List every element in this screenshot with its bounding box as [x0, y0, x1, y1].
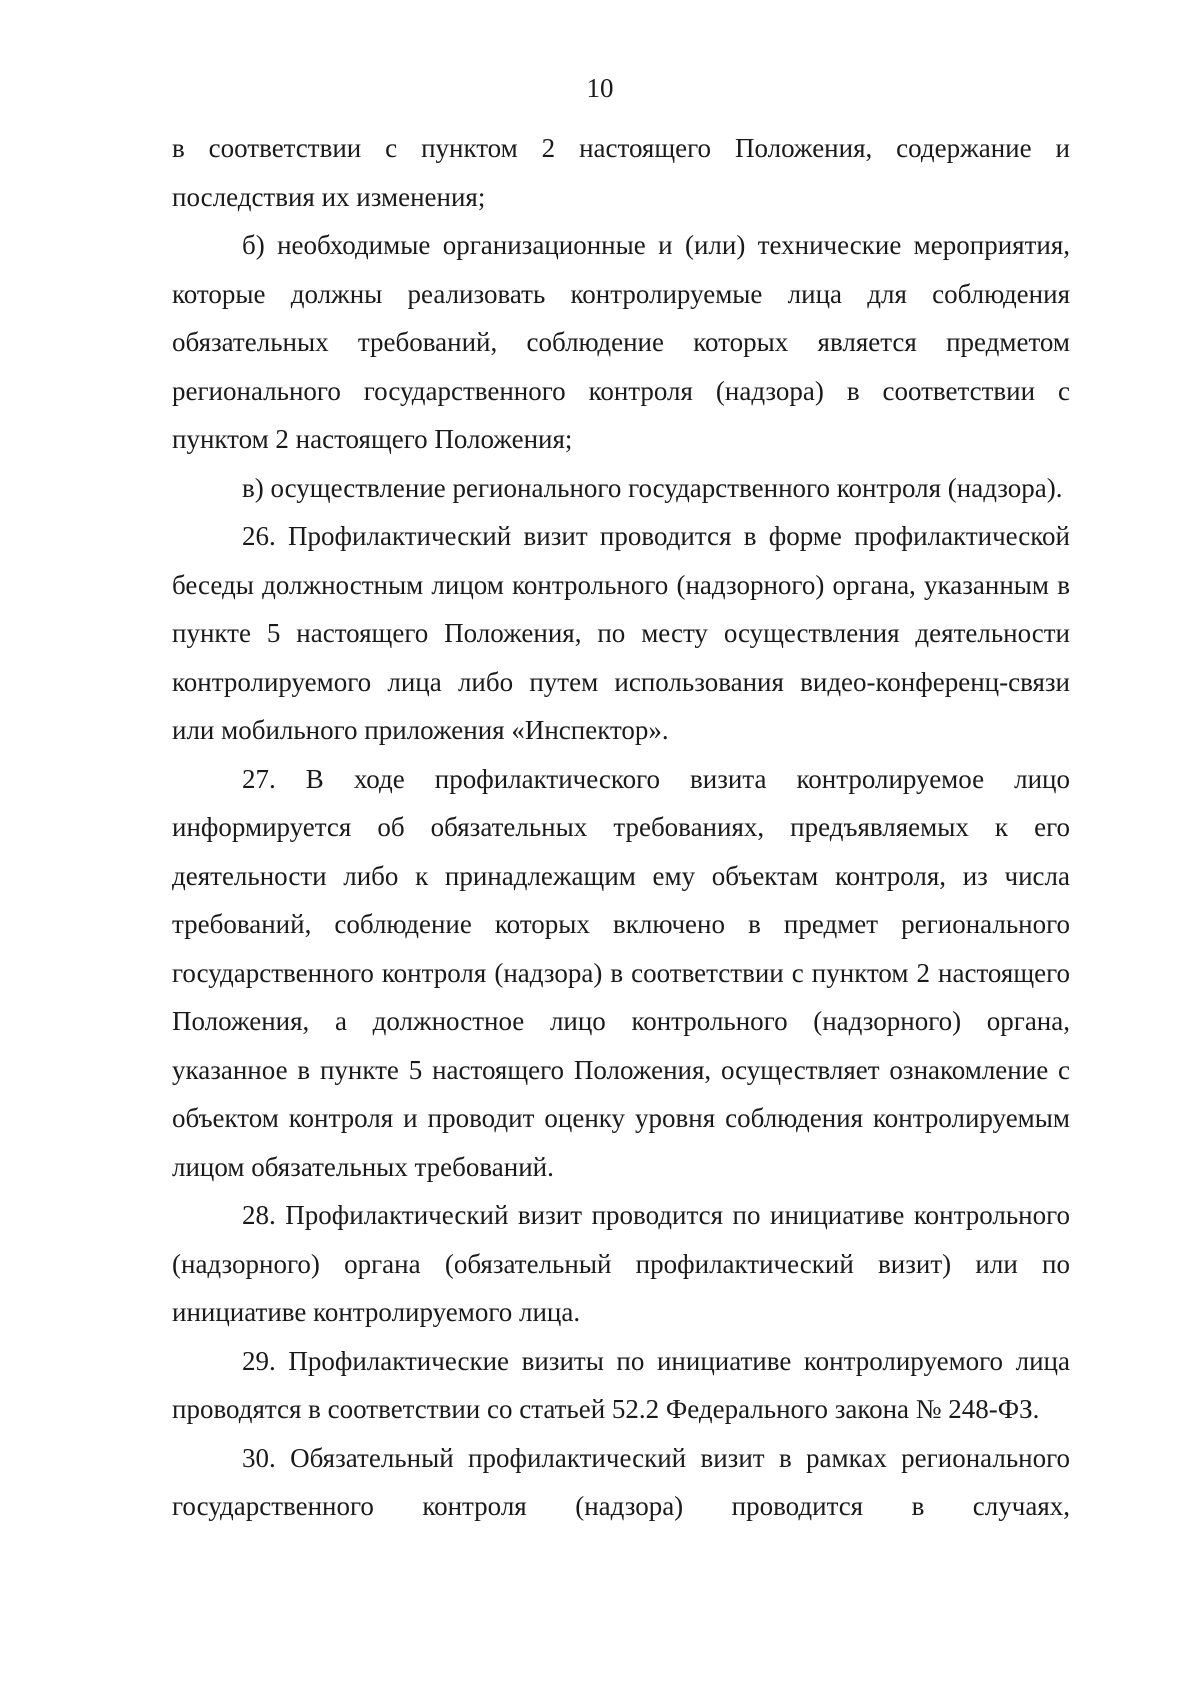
paragraph-28: 28. Профилактический визит проводится по инициативе контрольного (надзорного) органа (обязательный профилактический визит) или по инициативе контролируемого лица.: [172, 1200, 1070, 1327]
paragraph-30: 30. Обязательный профилактический визит в рамках регионального государственного контроля (надзора) проводится в случаях,: [172, 1442, 1070, 1521]
paragraph-29: 29. Профилактические визиты по инициативе контролируемого лица проводятся в соответствии со статьей 52.2 Федерального закона № 248-ФЗ.: [172, 1345, 1070, 1424]
paragraph-item-b: б) необходимые организационные и (или) технические мероприятия, которые должны реализовать контролируемые лица для соблюдения обязательных требований, соблюдение которых является предметом регионального государственного контроля (надзора) в соответствии с пунктом 2 настоящего Положения;: [172, 230, 1070, 454]
page-number: 10: [586, 73, 614, 103]
paragraph-continuation: в соответствии с пунктом 2 настоящего Положения, содержание и последствия их изменения;: [172, 133, 1070, 212]
paragraph-26: 26. Профилактический визит проводится в форме профилактической беседы должностным лицом контрольного (надзорного) органа, указанным в пункте 5 настоящего Положения, по месту осуществления деятельности контролируемого лица либо путем использования видео-конференц-связи или мобильного приложения «Инспектор».: [172, 521, 1070, 745]
paragraph-item-v: в) осуществление регионального государственного контроля (надзора).: [242, 472, 1063, 503]
document-body: [172, 124, 1070, 1531]
paragraph-27: 27. В ходе профилактического визита контролируемое лицо информируется об обязательных требованиях, предъявляемых к его деятельности либо к принадлежащим ему объектам контроля, из числа требований, соблюдение которых включено в предмет регионального государственного контроля (надзора) в соответствии с пунктом 2 настоящего Положения, а должностное лицо контрольного (надзорного) органа, указанное в пункте 5 настоящего Положения, осуществляет ознакомление с объектом контроля и проводит оценку уровня соблюдения контролируемым лицом обязательных требований.: [172, 763, 1070, 1182]
